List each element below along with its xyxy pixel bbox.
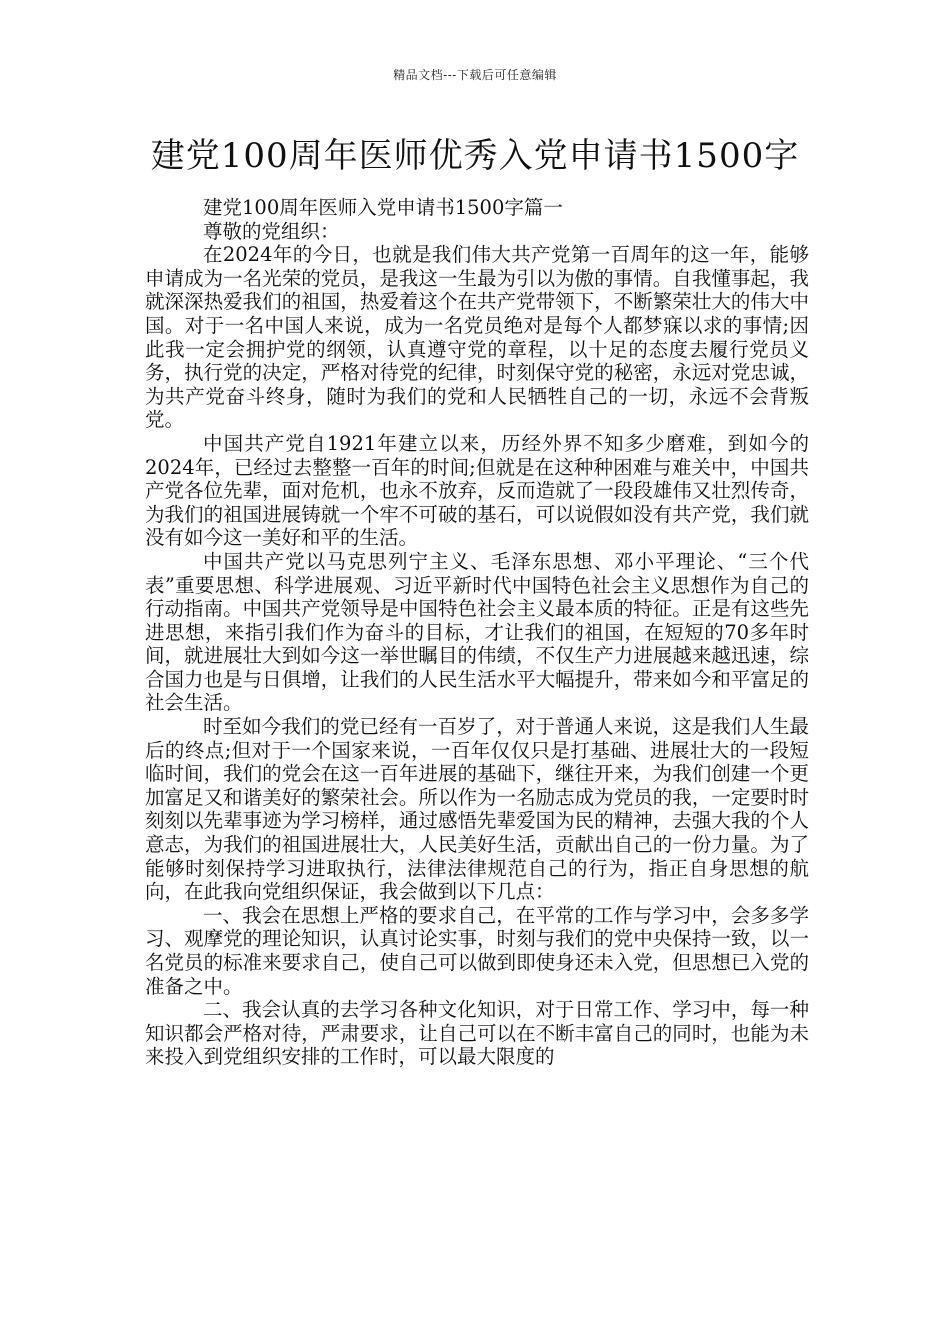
header-note: 精品文档---下载后可任意编辑 [393,68,557,82]
paragraph-3: 中国共产党以马克思列宁主义、毛泽东思想、邓小平理论、“三个代表”重要思想、科学进展观、习近平新时代中国特色社会主义思想作为自己的行动指南。中国共产党领导是中国特色社会主义最本质的特征。正是有这些先进思想，来指引我们作为奋斗的目标，才让我们的祖国，在短短的70多年时间，就进展壮大到如今这一举世瞩目的伟绩，不仅生产力进展越来越迅速，综合国力也是与日俱增，让我们的人民生活水平大幅提升，带来如今和平富足的社会生活。 [145,549,809,715]
salutation: 尊敬的党组织： [203,219,340,243]
paragraph-5: 一、我会在思想上严格的要求自己，在平常的工作与学习中，会多多学习、观摩党的理论知识，认真讨论实事，时刻与我们的党中央保持一致，以一名党员的标准来要求自己，使自己可以做到即使身还未入党，但思想已入党的准备之中。 [145,903,809,998]
paragraph-6: 二、我会认真的去学习各种文化知识，对于日常工作、学习中，每一种知识都会严格对待，严肃要求，让自己可以在不断丰富自己的同时，也能为未来投入到党组织安排的工作时，可以最大限度的 [145,998,809,1069]
paragraph-1: 在2024年的今日，也就是我们伟大共产党第一百周年的这一年，能够申请成为一名光荣的党员，是我这一生最为引以为傲的事情。自我懂事起，我就深深热爱我们的祖国，热爱着这个在共产党带领下，不断繁荣壮大的伟大中国。对于一名中国人来说，成为一名党员绝对是每个人都梦寐以求的事情;因此我一定会拥护党的纲领，认真遵守党的章程，以十足的态度去履行党员义务，执行党的决定，严格对待党的纪律，时刻保守党的秘密，永远对党忠诚，为共产党奋斗终身，随时为我们的党和人民牺牲自己的一切，永远不会背叛党。 [145,243,809,432]
paragraph-4: 时至如今我们的党已经有一百岁了，对于普通人来说，这是我们人生最后的终点;但对于一个国家来说，一百年仅仅只是打基础、进展壮大的一段短临时间，我们的党会在这一百年进展的基础下，继往开来，为我们创建一个更加富足又和谐美好的繁荣社会。所以作为一名励志成为党员的我，一定要时时刻刻以先辈事迹为学习榜样，通过感悟先辈爱国为民的精神，去强大我的个人意志，为我们的祖国进展壮大，人民美好生活，贡献出自己的一份力量。为了能够时刻保持学习进取执行，法律法律规范自己的行为，指正自身思想的航向，在此我向党组织保证，我会做到以下几点： [145,715,809,904]
document-body [145,196,809,1069]
section-subtitle: 建党100周年医师入党申请书1500字篇一 [203,196,563,219]
paragraph-2: 中国共产党自1921年建立以来，历经外界不知多少磨难，到如今的2024年，已经过去整整一百年的时间;但就是在这种种困难与难关中，中国共产党各位先辈，面对危机，也永不放弃，反而造就了一段段雄伟又壮烈传奇，为我们的祖国进展铸就一个牢不可破的基石，可以说假如没有共产党，我们就没有如今这一美好和平的生活。 [145,431,809,550]
document-title: 建党100周年医师优秀入党申请书1500字 [150,136,800,176]
